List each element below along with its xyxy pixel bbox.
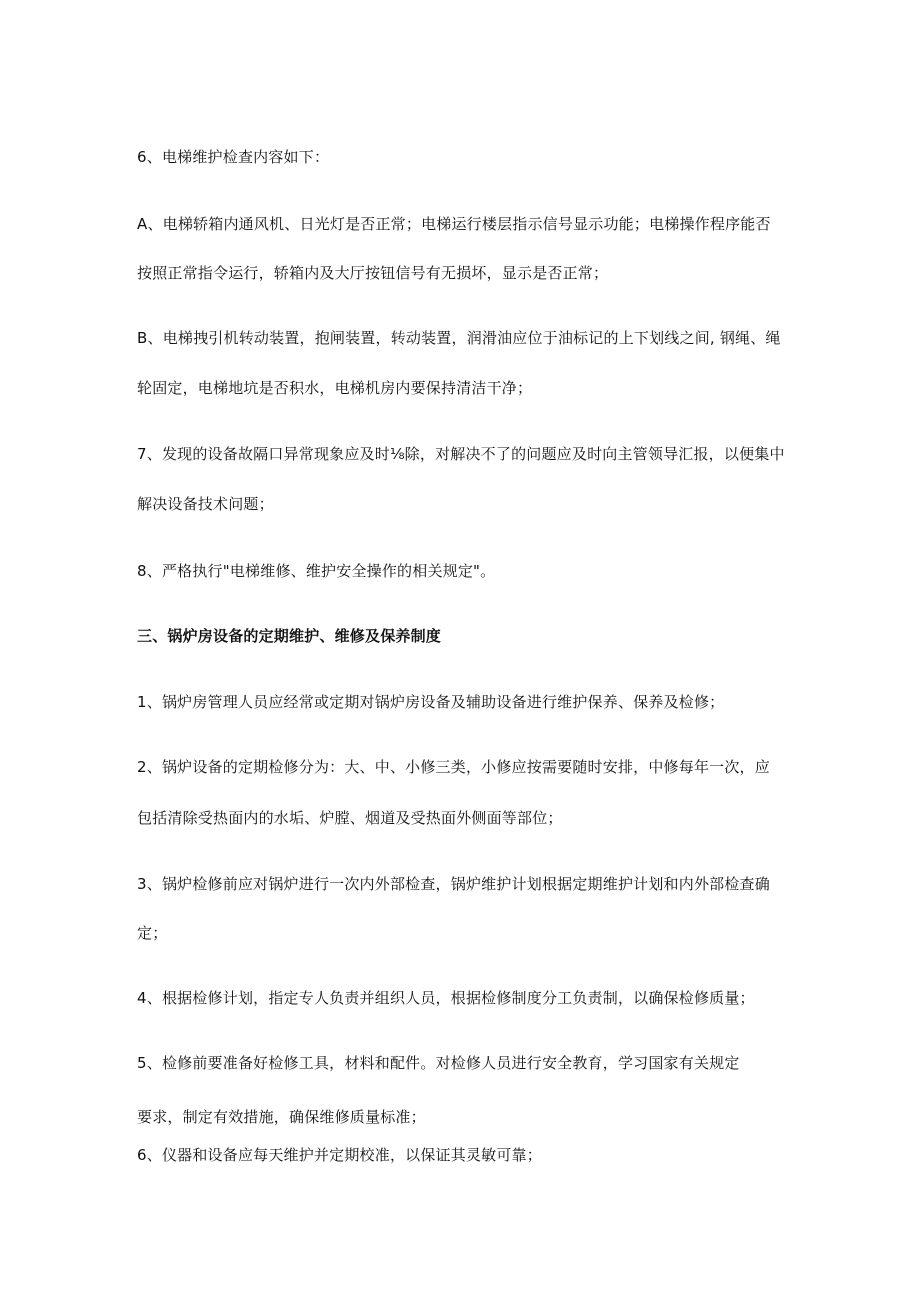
text-line: 8、严格执行"电梯维修、维护安全操作的相关规定"。 [137,562,496,580]
section-heading: 三、锅炉房设备的定期维护、维修及保养制度 [137,627,442,645]
text-line: 6、电梯维护检查内容如下： [137,148,330,166]
text-line: 定； [137,924,168,942]
text-line: B、电梯拽引机转动装置，抱闸装置，转动装置，润滑油应位于油标记的上下划线之间, 钢绳、绳 [137,329,781,347]
text-line: 按照正常指令运行，轿箱内及大厅按钮信号有无损坏，显示是否正常； [137,264,609,282]
text-line: 5、检修前要准备好检修工具，材料和配件。对检修人员进行安全教育，学习国家有关规定 [137,1054,740,1072]
text-line: 1、锅炉房管理人员应经常或定期对锅炉房设备及辅助设备进行维护保养、保养及检修； [137,693,725,711]
text-line: 解决设备技术问题； [137,495,274,513]
text-line: 6、仪器和设备应每天维护并定期校准，以保证其灵敏可靠； [137,1146,542,1164]
text-line: A、电梯轿箱内通风机、日光灯是否正常；电梯运行楼层指示信号显示功能；电梯操作程序能否 [137,215,771,233]
text-line: 3、锅炉检修前应对锅炉进行一次内外部检查，锅炉维护计划根据定期维护计划和内外部检查确 [137,875,770,893]
text-line: 4、根据检修计划，指定专人负责并组织人员，根据检修制度分工负责制，以确保检修质量； [137,989,755,1007]
text-line: 7、发现的设备故隔口异常现象应及时⅛除，对解决不了的问题应及时向主管领导汇报，以便集中 [137,445,785,463]
text-line: 2、锅炉设备的定期检修分为：大、中、小修三类，小修应按需要随时安排，中修每年一次，应 [137,758,770,776]
text-line: 轮固定，电梯地坑是否积水，电梯机房内要保持清洁干净； [137,379,533,397]
text-line: 要求，制定有效措施，确保维修质量标准； [137,1108,426,1126]
text-line: 包括清除受热面内的水垢、炉膛、烟道及受热面外侧面等部位； [137,809,563,827]
